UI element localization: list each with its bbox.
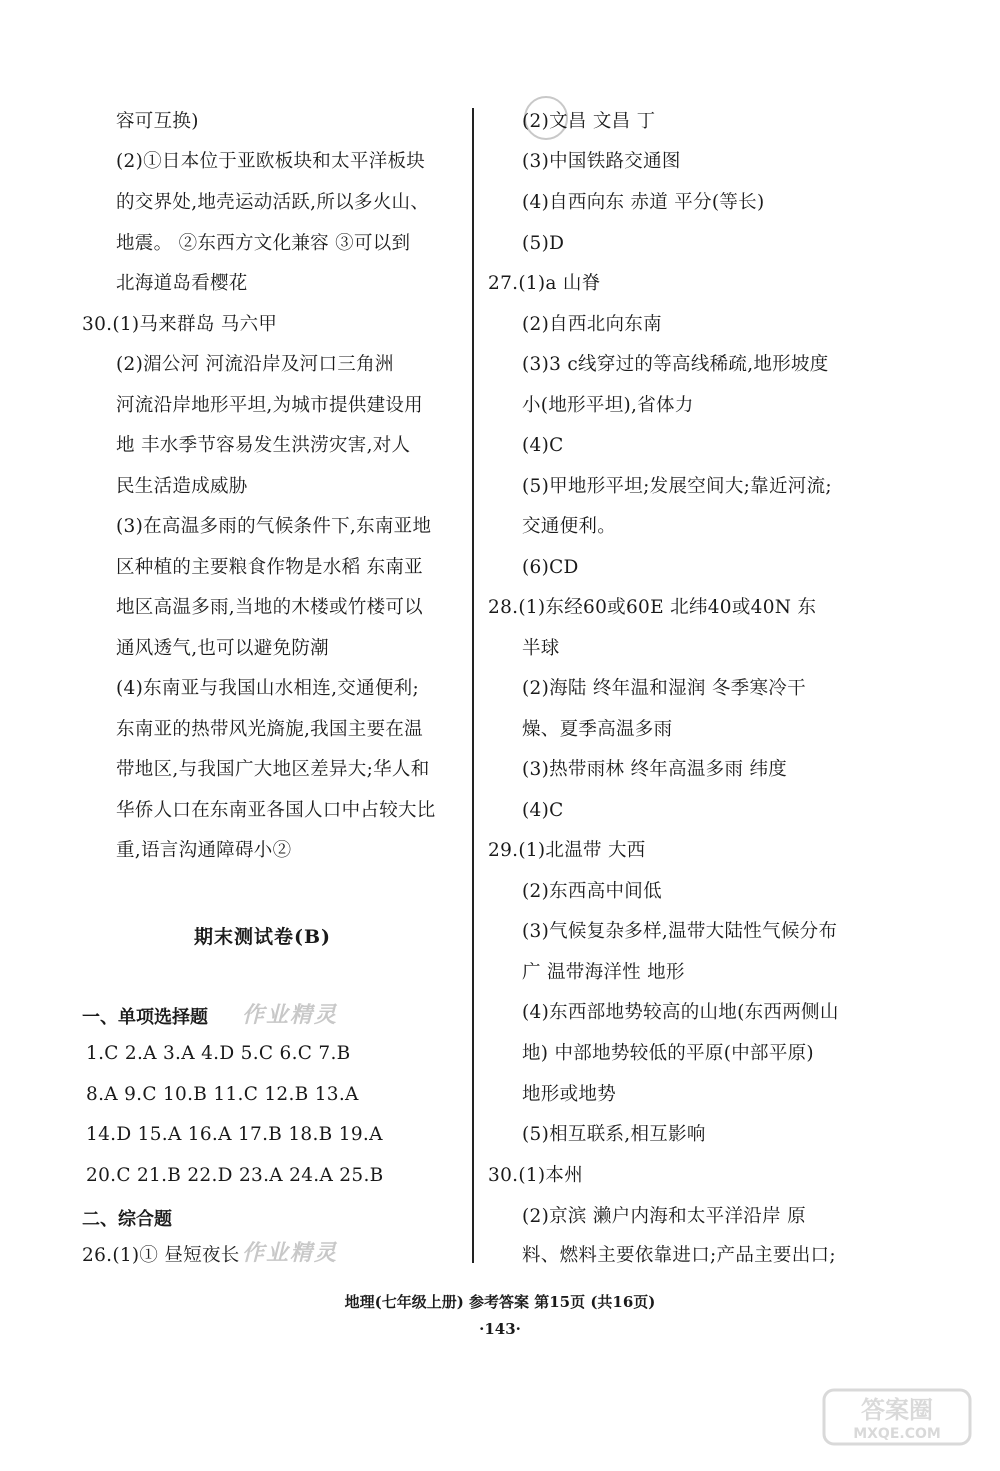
text-line: (2)京滨 濑户内海和太平洋沿岸 原 <box>522 1206 806 1227</box>
text-line: 河流沿岸地形平坦,为城市提供建设用 <box>116 395 423 416</box>
text-line: (2)自西北向东南 <box>522 314 662 335</box>
text-line: 地形或地势 <box>522 1084 617 1105</box>
text-line: 民生活造成威胁 <box>116 476 248 497</box>
section-title-single-choice: 一、单项选择题 <box>82 1007 208 1028</box>
text-line: 燥、夏季高温多雨 <box>522 719 673 740</box>
watermark-url: MXQE.COM <box>853 1426 941 1442</box>
text-line: 带地区,与我国广大地区差异大;华人和 <box>116 759 430 780</box>
question-30: 30.(1)马来群岛 马六甲 <box>82 314 278 335</box>
text-line: 地区高温多雨,当地的木楼或竹楼可以 <box>116 597 423 618</box>
text-line: 地 丰水季节容易发生洪涝灾害,对人 <box>116 435 411 456</box>
answer-row: 1.C 2.A 3.A 4.D 5.C 6.C 7.B <box>86 1043 351 1064</box>
text-line: 地) 中部地势较低的平原(中部平原) <box>522 1043 814 1064</box>
section-title-comprehensive: 二、综合题 <box>82 1209 172 1230</box>
text-line: (5)甲地形平坦;发展空间大;靠近河流; <box>522 476 832 497</box>
text-line: (4)东南亚与我国山水相连,交通便利; <box>116 678 420 699</box>
answer-row: 14.D 15.A 16.A 17.B 18.B 19.A <box>86 1124 383 1145</box>
text-line: (5)相互联系,相互影响 <box>522 1124 706 1145</box>
text-line: 半球 <box>522 638 560 659</box>
text-line: 北海道岛看樱花 <box>116 273 248 294</box>
watermark-logo-text: 答案圈 <box>861 1396 933 1424</box>
text-line: (5)D <box>522 233 565 254</box>
text-line: (6)CD <box>522 557 579 578</box>
watermark-logo <box>822 1388 972 1446</box>
text-line: 东南亚的热带风光旖旎,我国主要在温 <box>116 719 423 740</box>
question-27: 27.(1)a 山脊 <box>488 273 601 294</box>
question-26: 26.(1)① 昼短夜长 <box>82 1245 240 1266</box>
text-line: 料、燃料主要依靠进口;产品主要出口; <box>522 1245 836 1266</box>
text-line: 的交界处,地壳运动活跃,所以多火山、 <box>116 192 430 213</box>
text-line: (2)湄公河 河流沿岸及河口三角洲 <box>116 354 394 375</box>
text-line: (2)文昌 文昌 丁 <box>522 111 656 132</box>
text-line: 容可互换) <box>116 111 199 132</box>
question-29: 29.(1)北温带 大西 <box>488 840 646 861</box>
watermark-text: 作业精灵 <box>242 1002 339 1028</box>
question-28: 28.(1)东经60或60E 北纬40或40N 东 <box>488 597 817 618</box>
text-line: (3)气候复杂多样,温带大陆性气候分布 <box>522 921 838 942</box>
text-line: (4)C <box>522 435 564 456</box>
text-line: (3)中国铁路交通图 <box>522 151 681 172</box>
watermark-logo-graphic <box>822 1388 972 1446</box>
text-line: (2)海陆 终年温和湿润 冬季寒冷干 <box>522 678 806 699</box>
text-line: 华侨人口在东南亚各国人口中占较大比 <box>116 800 436 821</box>
question-30-right: 30.(1)本州 <box>488 1165 584 1186</box>
text-line: (4)东西部地势较高的山地(东西两侧山 <box>522 1002 839 1023</box>
page-footer: 地理(七年级上册) 参考答案 第15页 (共16页) <box>344 1293 656 1311</box>
text-line: (2)①日本位于亚欧板块和太平洋板块 <box>116 151 426 172</box>
text-line: 重,语言沟通障碍小② <box>116 840 292 861</box>
text-line: 区种植的主要粮食作物是水稻 东南亚 <box>116 557 423 578</box>
text-line: (3)在高温多雨的气候条件下,东南亚地 <box>116 516 432 537</box>
text-line: (4)C <box>522 800 564 821</box>
text-line: (4)自西向东 赤道 平分(等长) <box>522 192 765 213</box>
column-divider <box>472 108 474 1263</box>
text-line: 广 温带海洋性 地形 <box>522 962 685 983</box>
text-line: 地震。 ②东西方文化兼容 ③可以到 <box>116 233 411 254</box>
exam-title: 期末测试卷(B) <box>194 926 332 948</box>
text-line: (3)热带雨林 终年高温多雨 纬度 <box>522 759 788 780</box>
text-line: 交通便利。 <box>522 516 617 537</box>
answer-row: 20.C 21.B 22.D 23.A 24.A 25.B <box>86 1165 384 1186</box>
text-line: 小(地形平坦),省体力 <box>522 395 694 416</box>
watermark-text: 作业精灵 <box>242 1240 339 1266</box>
page-number: ·143· <box>479 1320 521 1338</box>
text-line: (2)东西高中间低 <box>522 881 662 902</box>
text-line: 通风透气,也可以避免防潮 <box>116 638 329 659</box>
text-line: (3)3 c线穿过的等高线稀疏,地形坡度 <box>522 354 829 375</box>
answer-row: 8.A 9.C 10.B 11.C 12.B 13.A <box>86 1084 359 1105</box>
